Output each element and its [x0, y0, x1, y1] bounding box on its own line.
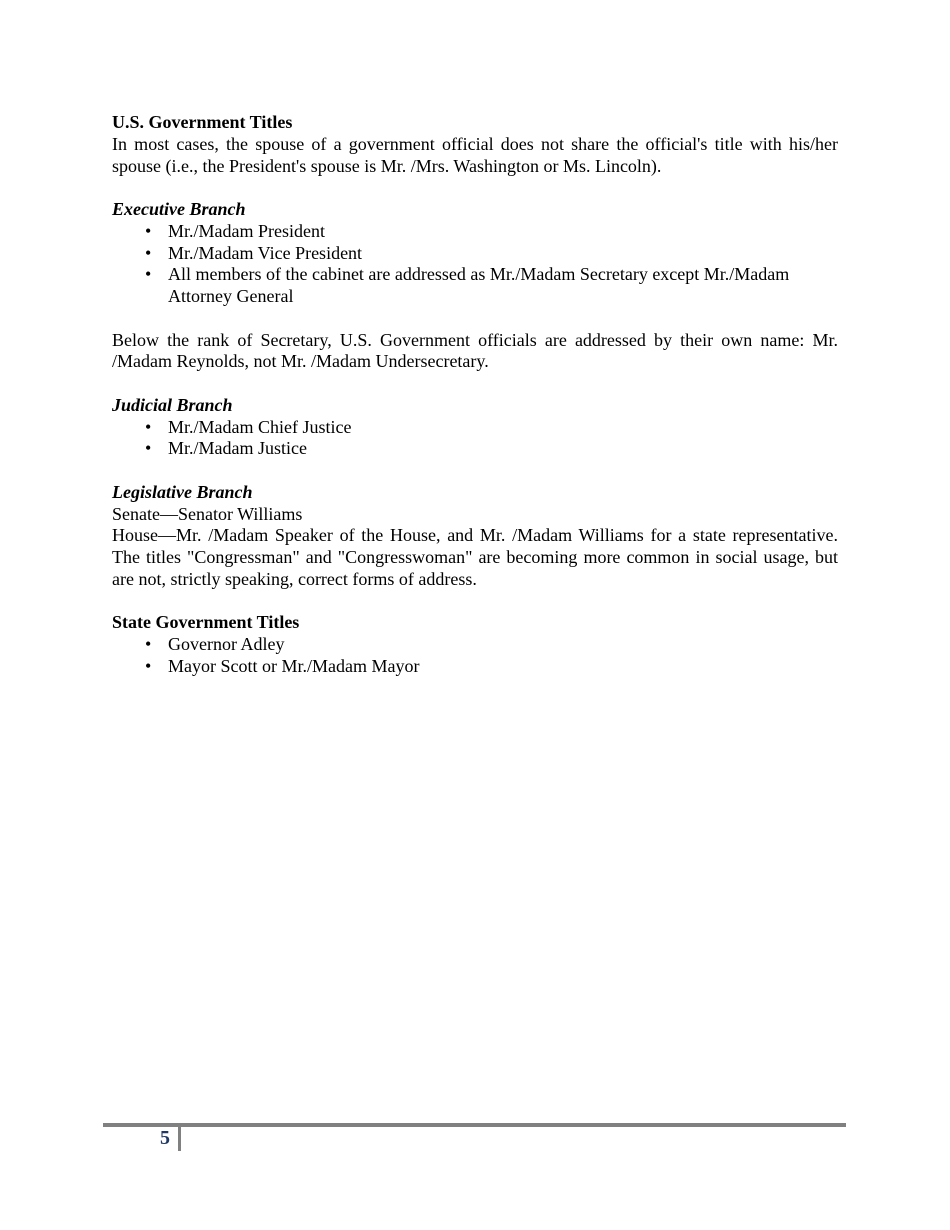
list-item: • Mr./Madam Vice President [112, 243, 838, 265]
judicial-heading: Judicial Branch [112, 394, 233, 415]
state-list [112, 634, 838, 678]
footer-rule [103, 1123, 846, 1127]
executive-note: Below the rank of Secretary, U.S. Government officials are addressed by their own name: Mr. /Madam Reynolds, not Mr. /Madam Undersecretary. [112, 329, 838, 372]
list-item: • Governor Adley [112, 634, 838, 656]
executive-heading: Executive Branch [112, 199, 246, 219]
document-body [112, 112, 838, 678]
senate-line: Senate—Senator Williams [112, 503, 303, 524]
us-gov-heading: U.S. Government Titles [112, 112, 293, 132]
page-number: 5 [160, 1127, 170, 1149]
house-paragraph: House—Mr. /Madam Speaker of the House, and Mr. /Madam Williams for a state representative. The titles "Congressman" and "Congresswoman" are becoming more common in social usage, but are not, strictly speaking, correct forms of address. [112, 525, 838, 589]
state-heading: State Government Titles [112, 612, 300, 633]
legislative-heading: Legislative Branch [112, 481, 253, 502]
list-item: • Mr./Madam Justice [112, 438, 838, 460]
list-item: • Mr./Madam President [112, 221, 838, 243]
footer-divider [178, 1127, 181, 1151]
us-gov-intro: In most cases, the spouse of a government official does not share the official's title with his/her spouse (i.e., the President's spouse is Mr. /Mrs. Washington or Ms. Lincoln). [112, 133, 838, 176]
list-item: • All members of the cabinet are addressed as Mr./Madam Secretary except Mr./Madam Attorney General [112, 264, 838, 308]
list-item: • Mayor Scott or Mr./Madam Mayor [112, 656, 838, 678]
executive-list [112, 221, 838, 308]
judicial-list [112, 417, 838, 461]
list-item: • Mr./Madam Chief Justice [112, 417, 838, 439]
